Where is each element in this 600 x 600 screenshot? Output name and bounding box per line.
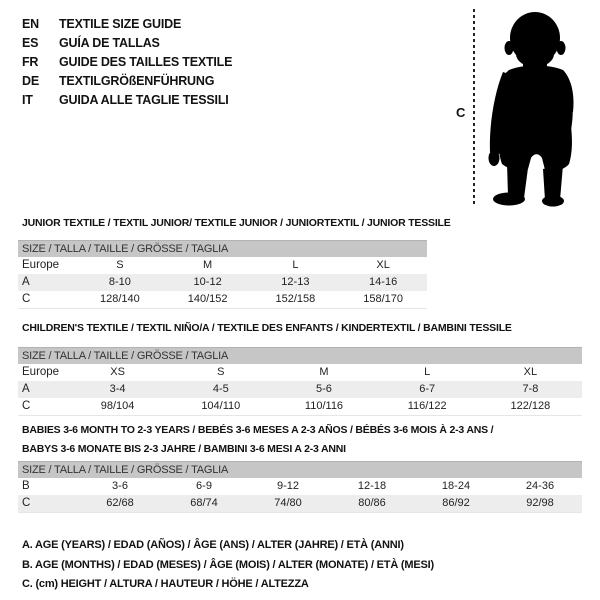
cell: 18-24	[441, 480, 471, 492]
language-row	[22, 15, 232, 34]
cell: M	[203, 259, 213, 271]
language-code: ES	[22, 36, 39, 50]
language-title-list	[22, 15, 232, 110]
cell: 9-12	[276, 480, 300, 492]
children-table-title: CHILDREN'S TEXTILE / TEXTIL NIÑO/A / TEXTILE DES ENFANTS / KINDERTEXTIL / BAMBINI TESSILE	[22, 322, 512, 334]
guide-title: GUIDA ALLE TAGLIE TESSILI	[59, 93, 229, 107]
height-marker-label: C	[456, 105, 466, 120]
cell: 140/152	[187, 293, 228, 305]
cell: 158/170	[363, 293, 403, 305]
language-row	[22, 91, 232, 110]
cell: 98/104	[100, 400, 135, 412]
table-row	[18, 495, 582, 512]
cell: S	[116, 259, 124, 271]
row-label: A	[22, 276, 30, 288]
language-row	[22, 34, 232, 53]
table-row	[18, 291, 427, 308]
cell: L	[292, 259, 299, 271]
footnote-b: B. AGE (MONTHS) / EDAD (MESES) / ÂGE (MOIS) / ALTER (MONATE) / ETÀ (MESI)	[22, 558, 434, 571]
cell: 92/98	[526, 497, 554, 509]
junior-table-title: JUNIOR TEXTILE / TEXTIL JUNIOR/ TEXTILE JUNIOR / JUNIORTEXTIL / JUNIOR TESSILE	[22, 217, 451, 229]
language-code: FR	[22, 55, 39, 69]
table-row	[18, 274, 427, 291]
babies-table-title	[22, 421, 493, 459]
cell: M	[319, 366, 329, 378]
cell: 7-8	[522, 383, 539, 395]
row-label: Europe	[22, 366, 60, 378]
cell: 116/122	[407, 400, 447, 412]
table-row	[18, 398, 582, 415]
cell: 10-12	[193, 276, 222, 288]
language-code: IT	[22, 93, 33, 107]
cell: 12-18	[357, 480, 387, 492]
guide-title: GUÍA DE TALLAS	[59, 36, 160, 50]
table-row	[18, 257, 427, 274]
guide-title: TEXTILGRÖßENFÜHRUNG	[59, 74, 215, 88]
children-size-table	[18, 347, 582, 416]
cell: 8-10	[108, 276, 131, 288]
size-header-bar: SIZE / TALLA / TAILLE / GRÖSSE / TAGLIA	[18, 240, 427, 257]
cell: 68/74	[190, 497, 218, 509]
cell: 24-36	[525, 480, 555, 492]
guide-title: GUIDE DES TAILLES TEXTILE	[59, 55, 233, 69]
cell: 14-16	[369, 276, 398, 288]
row-label: C	[22, 497, 31, 509]
cell: 110/116	[304, 400, 344, 412]
babies-size-table	[18, 461, 582, 513]
cell: 152/158	[275, 293, 316, 305]
cell: 12-13	[281, 276, 310, 288]
babies-title-line1: BABIES 3-6 MONTH TO 2-3 YEARS / BEBÉS 3-6 MESES A 2-3 AÑOS / BÉBÉS 3-6 MOIS À 2-3 ANS /	[22, 424, 494, 436]
height-measure-dotted-line	[473, 9, 475, 206]
row-label: A	[22, 383, 30, 395]
footnote-c: C. (cm) HEIGHT / ALTURA / HAUTEUR / HÖHE / ALTEZZA	[22, 578, 309, 590]
cell: 122/128	[510, 400, 551, 412]
language-code: DE	[22, 74, 39, 88]
cell: 5-6	[316, 383, 332, 395]
cell: 4-5	[212, 383, 229, 395]
footnotes	[22, 536, 434, 595]
row-label: Europe	[22, 259, 60, 271]
size-header-bar: SIZE / TALLA / TAILLE / GRÖSSE / TAGLIA	[18, 461, 582, 478]
row-label: C	[22, 400, 31, 412]
cell: 80/86	[358, 497, 386, 509]
cell: 104/110	[201, 400, 241, 412]
language-row	[22, 72, 232, 91]
cell: 86/92	[442, 497, 470, 509]
cell: XL	[523, 366, 538, 378]
guide-title: TEXTILE SIZE GUIDE	[59, 17, 182, 31]
cell: XL	[376, 259, 390, 271]
cell: 3-6	[112, 480, 128, 492]
cell: XS	[110, 366, 125, 378]
table-row	[18, 364, 582, 381]
cell: 6-7	[419, 383, 436, 395]
size-header-bar: SIZE / TALLA / TAILLE / GRÖSSE / TAGLIA	[18, 347, 582, 364]
row-label: B	[22, 480, 30, 492]
row-label: C	[22, 293, 31, 305]
toddler-silhouette-icon	[479, 8, 597, 208]
cell: S	[217, 366, 225, 378]
junior-size-table	[18, 240, 427, 309]
table-row	[18, 381, 582, 398]
babies-title-line2: BABYS 3-6 MONATE BIS 2-3 JAHRE / BAMBINI 3-6 MESI A 2-3 ANNI	[22, 443, 346, 455]
table-row	[18, 478, 582, 495]
language-code: EN	[22, 17, 39, 31]
language-row	[22, 53, 232, 72]
cell: 6-9	[196, 480, 212, 492]
cell: 128/140	[99, 293, 140, 305]
cell: 3-4	[109, 383, 126, 395]
cell: 62/68	[106, 497, 134, 509]
cell: 74/80	[274, 497, 302, 509]
footnote-a: A. AGE (YEARS) / EDAD (AÑOS) / ÂGE (ANS) / ALTER (JAHRE) / ETÀ (ANNI)	[22, 539, 404, 551]
cell: L	[424, 366, 431, 378]
